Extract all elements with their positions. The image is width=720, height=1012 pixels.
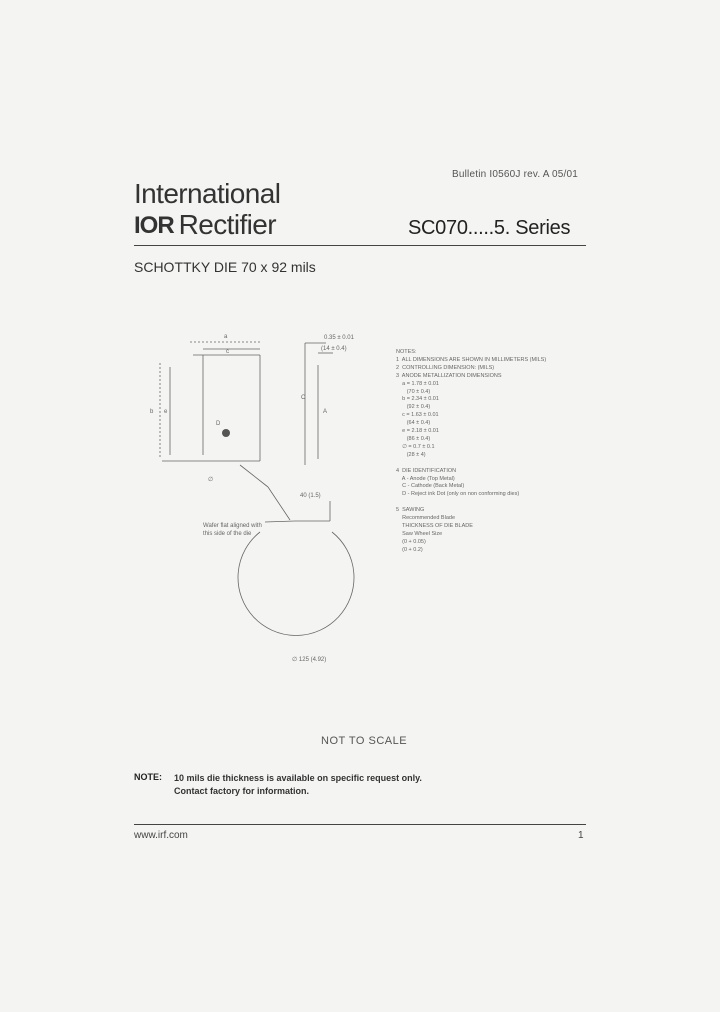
note-line: 4 DIE IDENTIFICATION	[396, 467, 457, 474]
note-line: D - Reject ink Dot (only on non conforming dies)	[396, 491, 520, 498]
note-line: NOTES:	[396, 349, 417, 355]
note-line: e = 2.18 ± 0.01	[396, 428, 439, 435]
note-line: THICKNESS OF DIE BLADE	[396, 522, 473, 529]
note-line: (86 ± 0.4)	[396, 435, 431, 442]
flat-note-line1: Wafer flat aligned with	[203, 523, 262, 529]
note-line: Recommended Blade	[396, 515, 456, 522]
label-d: D	[216, 421, 221, 427]
note-line: (0 + 0.05)	[396, 538, 426, 545]
note-line: C - Cathode (Back Metal)	[396, 483, 465, 490]
note-line	[396, 460, 546, 468]
company-logo-line1: International	[134, 178, 281, 209]
note-line: 2 CONTROLLING DIMENSION: (MILS)	[396, 364, 495, 371]
series-title: SC070.....5. Series	[408, 217, 571, 239]
document-subtitle: SCHOTTKY DIE 70 x 92 mils	[134, 259, 316, 275]
footnote-line1: 10 mils die thickness is available on specific request only.	[174, 773, 422, 783]
note-line: 5 SAWING	[396, 507, 425, 514]
leader-line-1	[240, 465, 268, 487]
flat-dimension: 40 (1.5)	[300, 493, 321, 499]
label-b: b	[150, 409, 154, 415]
flat-note-leader	[265, 521, 295, 522]
note-line: (64 ± 0.4)	[396, 420, 431, 427]
note-line	[396, 499, 546, 507]
reject-ink-dot	[222, 429, 230, 437]
note-line: b = 2.34 ± 0.01	[396, 396, 439, 403]
footnote-label: NOTE:	[134, 772, 162, 782]
notes-block	[396, 349, 546, 555]
label-anode: A	[323, 409, 328, 415]
company-logo-word: Rectifier	[178, 209, 276, 240]
header-divider	[134, 245, 586, 246]
note-line: A - Anode (Top Metal)	[396, 475, 455, 482]
note-line: ∅ = 0.7 ± 0.1	[396, 443, 435, 450]
note-line: (70 ± 0.4)	[396, 388, 431, 395]
footer-url[interactable]: www.irf.com	[134, 830, 188, 841]
label-a: a	[224, 334, 228, 340]
label-c: c	[226, 349, 229, 355]
footnote-text	[174, 772, 422, 798]
flat-note-line2: this side of the die	[203, 531, 252, 537]
note-line: (0 + 0.2)	[396, 546, 423, 553]
note-line: a = 1.78 ± 0.01	[396, 380, 439, 387]
bulletin-number: Bulletin I0560J rev. A 05/01	[452, 169, 579, 180]
footer-divider	[134, 824, 586, 825]
company-logo-line2	[134, 210, 276, 240]
not-to-scale: NOT TO SCALE	[321, 735, 408, 747]
label-cathode: C	[301, 395, 306, 401]
wafer-outline	[238, 532, 354, 635]
page-number: 1	[578, 830, 584, 841]
note-line: c = 1.63 ± 0.01	[396, 412, 439, 419]
note-line: 1 ALL DIMENSIONS ARE SHOWN IN MILLIMETERS (MILS)	[396, 356, 547, 363]
leader-line-2	[268, 487, 290, 520]
wafer-diameter: ∅ 125 (4.92)	[292, 657, 327, 663]
label-diameter: ∅	[208, 477, 214, 483]
footnote-line2: Contact factory for information.	[174, 786, 310, 796]
dim-top-mils: (14 ± 0.4)	[321, 346, 347, 352]
note-line: Saw Wheel Size	[396, 530, 443, 537]
note-line: (28 ± 4)	[396, 451, 426, 458]
dim-top: 0.35 ± 0.01	[324, 335, 354, 341]
note-line: 3 ANODE METALLIZATION DIMENSIONS	[396, 372, 502, 379]
note-line: (92 ± 0.4)	[396, 404, 431, 411]
die-drawing	[140, 325, 390, 670]
label-e: e	[164, 409, 168, 415]
ior-logo-mark: IOR	[134, 212, 174, 239]
